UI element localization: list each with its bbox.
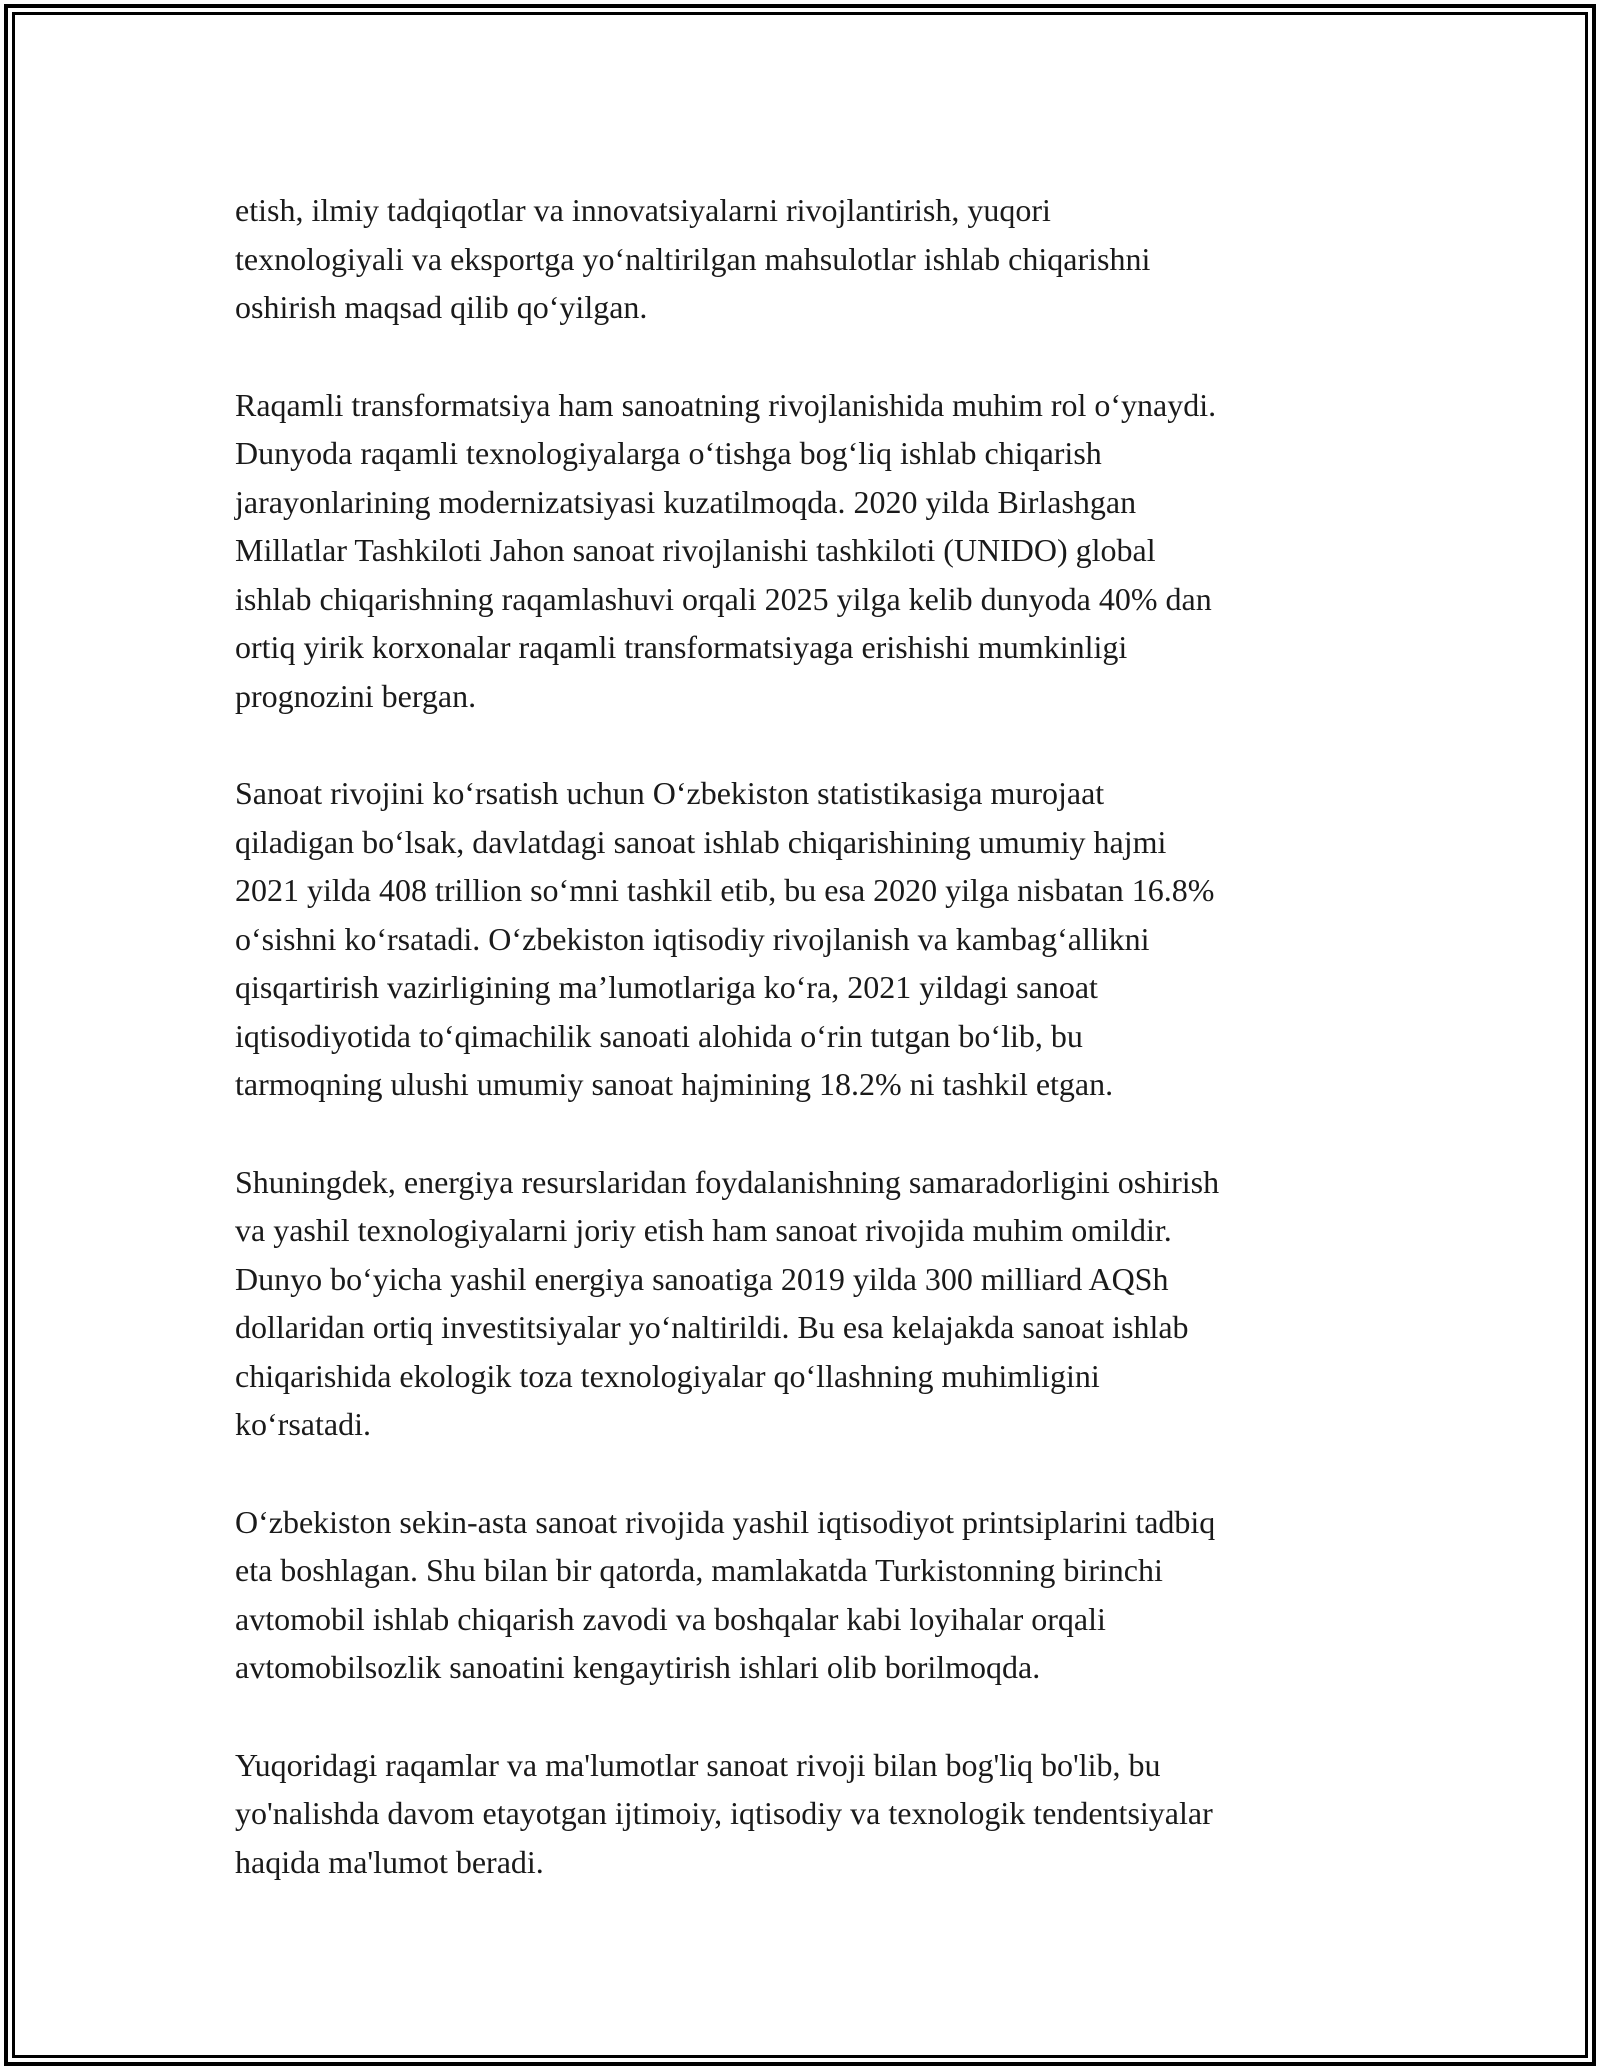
- paragraph-green-economy-automotive: O‘zbekiston sekin-asta sanoat rivojida yashil iqtisodiyot printsiplarini tadbiq eta boshlagan. Shu bilan bir qatorda, mamlakatda Turkistonning birinchi avtomobil ishlab chiqarish zavodi va boshqalar kabi loyihalar orqali avtomobilsozlik sanoatini kengaytirish ishlari olib borilmoqda.: [235, 1503, 1216, 1685]
- paragraph-continuation: etish, ilmiy tadqiqotlar va innovatsiyalarni rivojlantirish, yuqori texnologiyali va eksportga yo‘naltirilgan mahsulotlar ishlab chiqarishni oshirish maqsad qilib qo‘yilgan.: [235, 192, 1151, 325]
- document-body: [235, 186, 1375, 1886]
- paragraph-digital-transformation: Raqamli transformatsiya ham sanoatning rivojlanishida muhim rol o‘ynaydi. Dunyoda raqamli texnologiyalarga o‘tishga bog‘liq ishlab chiqarish jarayonlarining modernizatsiyasi kuzatilmoqda. 2020 yilda Birlashgan Millatlar Tashkiloti Jahon sanoat rivojlanishi tashkiloti (UNIDO) global ishlab chiqarishning raqamlashuvi orqali 2025 yilga kelib dunyoda 40% dan ortiq yirik korxonalar raqamli transformatsiyaga erishishi mumkinligi prognozini bergan.: [235, 386, 1217, 714]
- paragraph-conclusion: Yuqoridagi raqamlar va ma'lumotlar sanoat rivoji bilan bog'liq bo'lib, bu yo'nalishda davom etayotgan ijtimoiy, iqtisodiy va texnologik tendentsiyalar haqida ma'lumot beradi.: [235, 1746, 1213, 1880]
- paragraph-uzbekistan-statistics: Sanoat rivojini ko‘rsatish uchun O‘zbekiston statistikasiga murojaat qiladigan bo‘lsak, davlatdagi sanoat ishlab chiqarishining umumiy hajmi 2021 yilda 408 trillion so‘mni tashkil etib, bu esa 2020 yilga nisbatan 16.8% o‘sishni ko‘rsatadi. O‘zbekiston iqtisodiy rivojlanish va kambag‘allikni qisqartirish vazirligining ma’lumotlariga ko‘ra, 2021 yildagi sanoat iqtisodiyotida to‘qimachilik sanoati alohida o‘rin tutgan bo‘lib, bu tarmoqning ulushi umumiy sanoat hajmining 18.2% ni tashkil etgan.: [235, 775, 1215, 1102]
- paragraph-green-energy: Shuningdek, energiya resurslaridan foydalanishning samaradorligini oshirish va yashil texnologiyalarni joriy etish ham sanoat rivojida muhim omildir. Dunyo bo‘yicha yashil energiya sanoatiga 2019 yilda 300 milliard AQSh dollaridan ortiq investitsiyalar yo‘naltirildi. Bu esa kelajakda sanoat ishlab chiqarishida ekologik toza texnologiyalar qo‘llashning muhimligini ko‘rsatadi.: [235, 1163, 1220, 1442]
